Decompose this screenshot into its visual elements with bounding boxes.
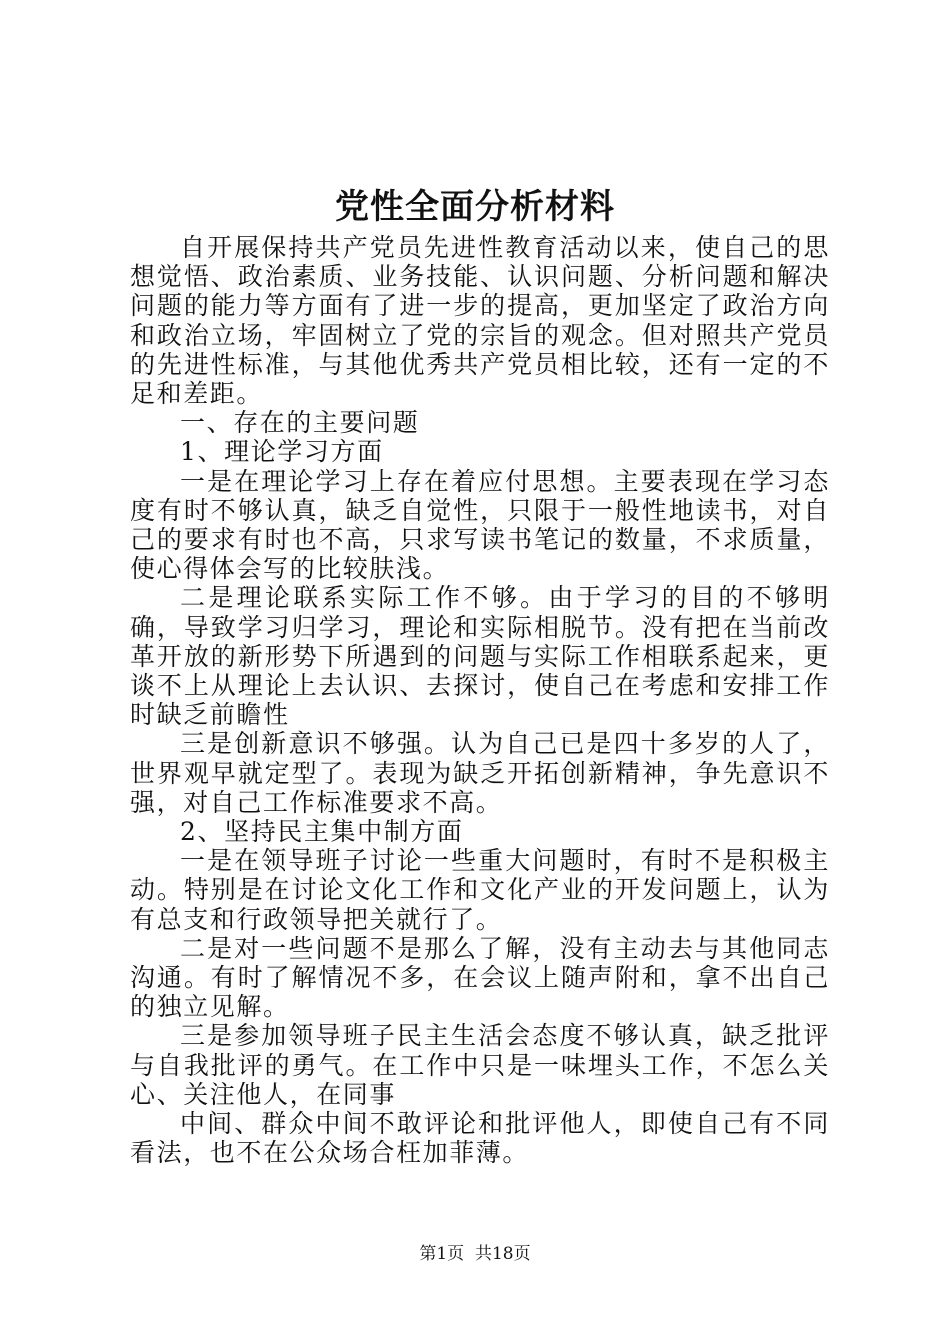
subsection-heading: 1、理论学习方面 — [180, 437, 384, 467]
page-footer — [0, 1242, 950, 1266]
paragraph: 三是创新意识不够强。认为自己已是四十多岁的人了，世界观早就定型了。表现为缺乏开拓创新精神，争先意识不强，对自己工作标准要求不高。 — [130, 729, 830, 817]
paragraph: 二是对一些问题不是那么了解，没有主动去与其他同志沟通。有时了解情况不多，在会议上随声附和，拿不出自己的独立见解。 — [130, 933, 830, 1022]
paragraph: 一是在领导班子讨论一些重大问题时，有时不是积极主动。特别是在讨论文化工作和文化产业的开发问题上，认为有总支和行政领导把关就行了。 — [130, 846, 830, 934]
subsection-heading: 2、坚持民主集中制方面 — [180, 817, 464, 847]
section-heading: 一、存在的主要问题 — [180, 408, 420, 438]
paragraph: 一是在理论学习上存在着应付思想。主要表现在学习态度有时不够认真，缺乏自觉性，只限于一般性地读书，对自己的要求有时也不高，只求写读书笔记的数量，不求质量，使心得体会写的比较肤浅。 — [130, 466, 830, 584]
paragraph: 三是参加领导班子民主生活会态度不够认真，缺乏批评与自我批评的勇气。在工作中只是一味埋头工作，不怎么关心、关注他人，在同事 — [130, 1021, 830, 1109]
paragraph: 中间、群众中间不敢评论和批评他人，即使自己有不同看法，也不在公众场合枉加菲薄。 — [130, 1109, 830, 1168]
document-body — [130, 233, 830, 1168]
document-title: 党性全面分析材料 — [335, 187, 615, 227]
paragraph-intro: 自开展保持共产党员先进性教育活动以来，使自己的思想觉悟、政治素质、业务技能、认识问题、分析问题和解决问题的能力等方面有了进一步的提高，更加坚定了政治方向和政治立场，牢固树立了党的宗旨的观念。但对照共产党员的先进性标准，与其他优秀共产党员相比较，还有一定的不足和差距。 — [130, 233, 830, 409]
page-number: 第1页 共18页 — [419, 1244, 531, 1264]
paragraph: 二是理论联系实际工作不够。由于学习的目的不够明确，导致学习归学习，理论和实际相脱节。没有把在当前改革开放的新形势下所遇到的问题与实际工作相联系起来，更谈不上从理论上去认识、去探讨，使自己在考虑和安排工作时缺乏前瞻性 — [130, 583, 830, 730]
